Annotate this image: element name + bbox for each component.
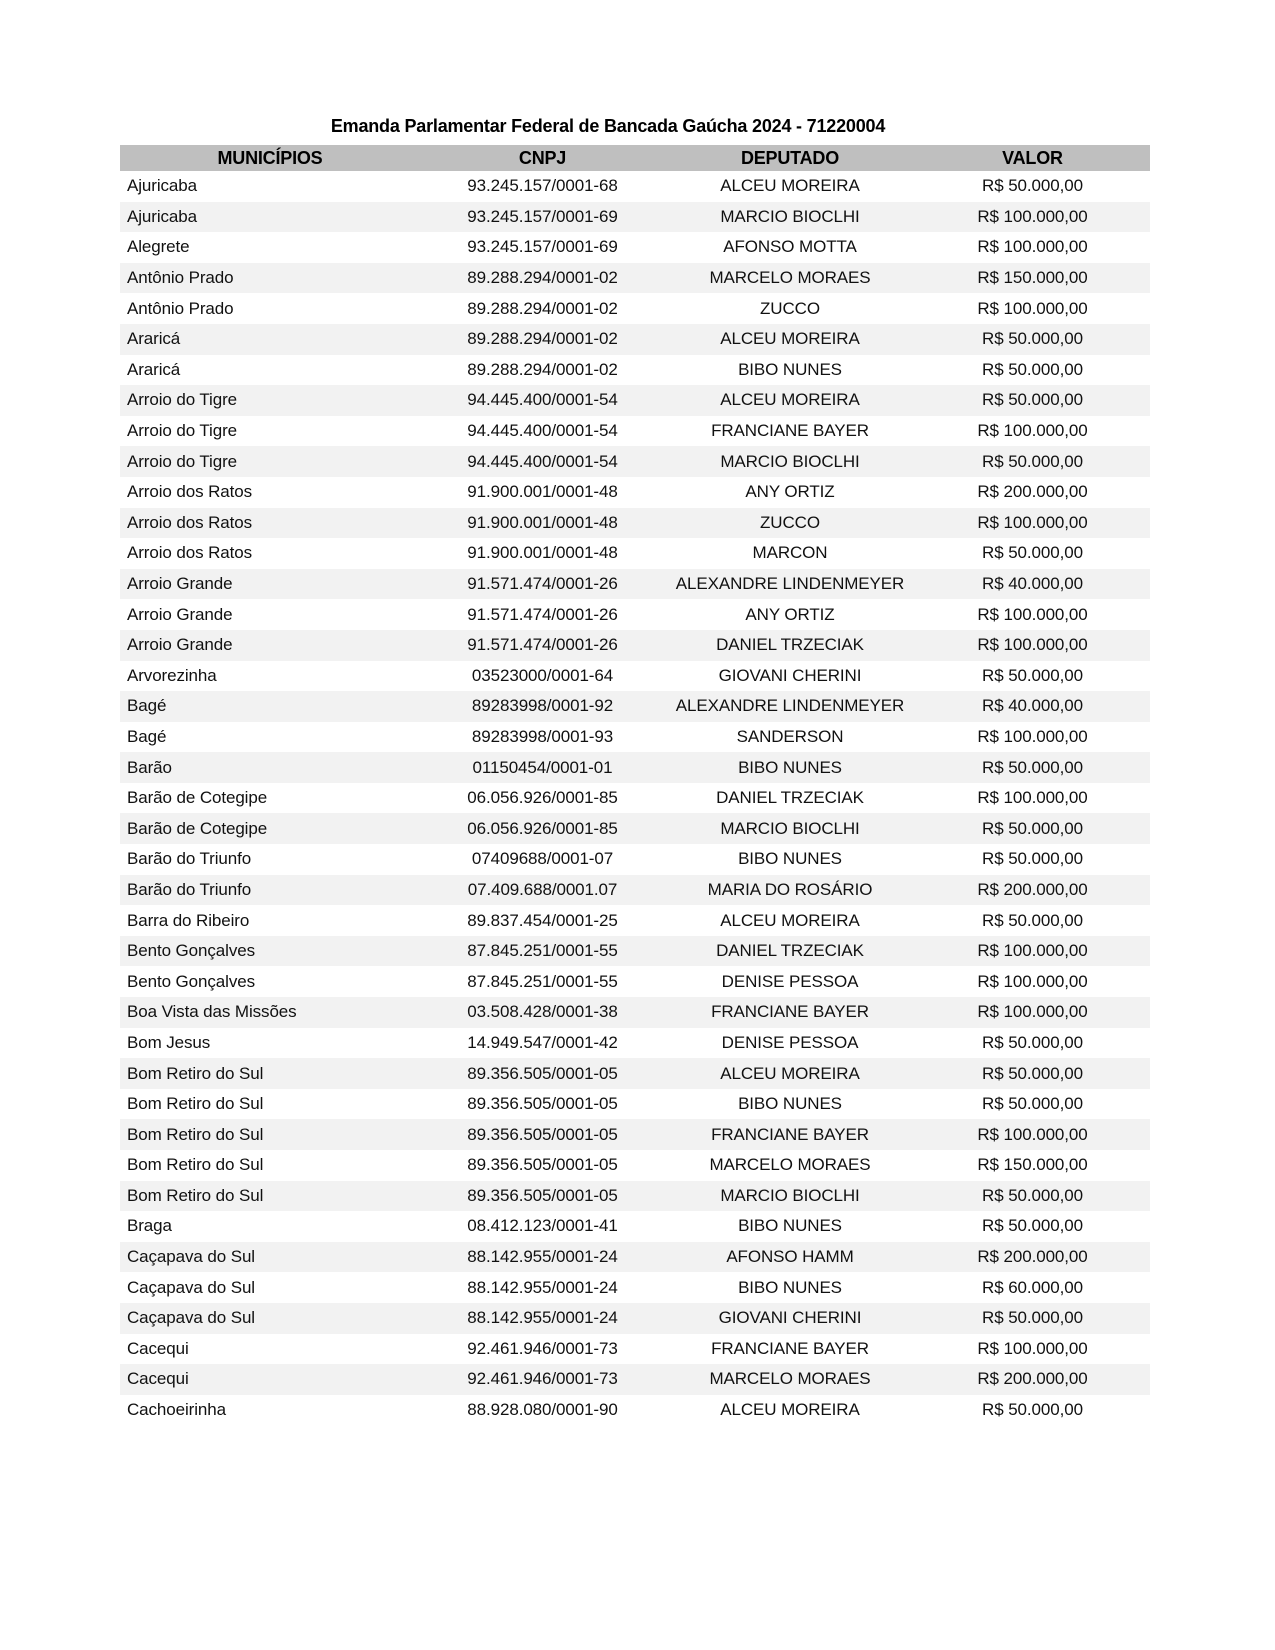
deputado-cell: MARIA DO ROSÁRIO	[707, 879, 873, 899]
deputado-cell: DENISE PESSOA	[721, 1032, 859, 1052]
table-row	[120, 722, 1150, 753]
deputado-cell: MARCIO BIOCLHI	[720, 1185, 860, 1205]
deputado-cell: ALCEU MOREIRA	[720, 1400, 860, 1420]
municipality-cell: Bento Gonçalves	[127, 971, 255, 991]
cnpj-cell: 89.356.505/0001-05	[467, 1094, 618, 1114]
municipality-cell: Bom Retiro do Sul	[127, 1155, 264, 1175]
municipality-cell: Araricá	[127, 329, 181, 349]
municipality-cell: Arroio dos Ratos	[127, 512, 253, 532]
municipality-cell: Arroio Grande	[127, 604, 233, 624]
cnpj-cell: 89.288.294/0001-02	[467, 298, 618, 318]
table-row	[120, 844, 1150, 875]
municipality-cell: Arroio do Tigre	[127, 421, 237, 441]
table-row	[120, 1119, 1150, 1150]
deputado-cell: ALEXANDRE LINDENMEYER	[675, 574, 905, 594]
valor-cell: R$ 50.000,00	[982, 1032, 1083, 1052]
cnpj-cell: 91.571.474/0001-26	[467, 574, 618, 594]
valor-cell: R$ 50.000,00	[982, 329, 1083, 349]
table-row	[120, 1028, 1150, 1059]
cnpj-cell: 89.356.505/0001-05	[467, 1063, 618, 1083]
deputado-cell: ZUCCO	[760, 298, 820, 318]
valor-cell: R$ 200.000,00	[977, 482, 1088, 502]
table-row	[120, 1272, 1150, 1303]
table-row	[120, 171, 1150, 202]
municipality-cell: Bom Jesus	[127, 1032, 211, 1052]
deputado-cell: BIBO NUNES	[738, 757, 842, 777]
cnpj-cell: 06.056.926/0001-85	[467, 788, 618, 808]
deputado-cell: ALCEU MOREIRA	[720, 176, 860, 196]
valor-cell: R$ 50.000,00	[982, 1094, 1083, 1114]
cnpj-cell: 87.845.251/0001-55	[467, 971, 618, 991]
municipality-cell: Bagé	[127, 696, 167, 716]
table-row	[120, 752, 1150, 783]
deputado-cell: MARCIO BIOCLHI	[720, 818, 860, 838]
valor-cell: R$ 200.000,00	[977, 1247, 1088, 1267]
table-row	[120, 1150, 1150, 1181]
municipality-cell: Arvorezinha	[127, 665, 217, 685]
cnpj-cell: 92.461.946/0001-73	[467, 1369, 618, 1389]
deputado-cell: MARCIO BIOCLHI	[720, 206, 860, 226]
table-row	[120, 783, 1150, 814]
deputado-cell: MARCON	[752, 543, 828, 563]
deputado-cell: FRANCIANE BAYER	[711, 1124, 869, 1144]
valor-cell: R$ 100.000,00	[977, 237, 1088, 257]
table-row	[120, 1242, 1150, 1273]
cnpj-cell: 06.056.926/0001-85	[467, 818, 618, 838]
municipality-cell: Caçapava do Sul	[127, 1247, 255, 1267]
valor-cell: R$ 100.000,00	[977, 726, 1088, 746]
table-row	[120, 1058, 1150, 1089]
municipality-cell: Bom Retiro do Sul	[127, 1185, 264, 1205]
valor-cell: R$ 150.000,00	[977, 1155, 1088, 1175]
header-deputado: DEPUTADO	[665, 145, 915, 171]
municipality-cell: Barão	[127, 757, 172, 777]
deputado-cell: BIBO NUNES	[738, 1216, 842, 1236]
cnpj-cell: 89.288.294/0001-02	[467, 359, 618, 379]
table-row	[120, 1334, 1150, 1365]
table-row	[120, 446, 1150, 477]
cnpj-cell: 89.356.505/0001-05	[467, 1185, 618, 1205]
deputado-cell: FRANCIANE BAYER	[711, 1338, 869, 1358]
valor-cell: R$ 50.000,00	[982, 665, 1083, 685]
deputado-cell: ALEXANDRE LINDENMEYER	[675, 696, 905, 716]
valor-cell: R$ 100.000,00	[977, 1338, 1088, 1358]
table-row	[120, 202, 1150, 233]
deputado-cell: FRANCIANE BAYER	[711, 1002, 869, 1022]
valor-cell: R$ 50.000,00	[982, 390, 1083, 410]
valor-cell: R$ 100.000,00	[977, 298, 1088, 318]
cnpj-cell: 89.356.505/0001-05	[467, 1155, 618, 1175]
table-row	[120, 813, 1150, 844]
municipality-cell: Bento Gonçalves	[127, 941, 255, 961]
municipality-cell: Braga	[127, 1216, 172, 1236]
cnpj-cell: 88.928.080/0001-90	[467, 1400, 618, 1420]
deputado-cell: ALCEU MOREIRA	[720, 390, 860, 410]
header-municipios: MUNICÍPIOS	[120, 145, 420, 171]
valor-cell: R$ 100.000,00	[977, 941, 1088, 961]
valor-cell: R$ 50.000,00	[982, 359, 1083, 379]
valor-cell: R$ 100.000,00	[977, 206, 1088, 226]
table-row	[120, 1364, 1150, 1395]
data-table	[120, 145, 1150, 1425]
municipality-cell: Arroio Grande	[127, 635, 233, 655]
municipality-cell: Arroio dos Ratos	[127, 543, 253, 563]
municipality-cell: Arroio Grande	[127, 574, 233, 594]
cnpj-cell: 89283998/0001-92	[471, 696, 614, 716]
table-row	[120, 232, 1150, 263]
valor-cell: R$ 50.000,00	[982, 451, 1083, 471]
table-row	[120, 263, 1150, 294]
table-container	[120, 145, 1150, 1425]
municipality-cell: Barra do Ribeiro	[127, 910, 250, 930]
cnpj-cell: 89.288.294/0001-02	[467, 329, 618, 349]
municipality-cell: Arroio do Tigre	[127, 451, 237, 471]
deputado-cell: MARCIO BIOCLHI	[720, 451, 860, 471]
deputado-cell: AFONSO HAMM	[726, 1247, 854, 1267]
deputado-cell: BIBO NUNES	[738, 1277, 842, 1297]
cnpj-cell: 03.508.428/0001-38	[467, 1002, 618, 1022]
valor-cell: R$ 50.000,00	[982, 1185, 1083, 1205]
table-row	[120, 997, 1150, 1028]
deputado-cell: DANIEL TRZECIAK	[716, 788, 864, 808]
municipality-cell: Arroio dos Ratos	[127, 482, 253, 502]
cnpj-cell: 08.412.123/0001-41	[467, 1216, 618, 1236]
valor-cell: R$ 100.000,00	[977, 635, 1088, 655]
table-row	[120, 1181, 1150, 1212]
cnpj-cell: 14.949.547/0001-42	[467, 1032, 618, 1052]
cnpj-cell: 03523000/0001-64	[471, 665, 614, 685]
cnpj-cell: 91.900.001/0001-48	[467, 543, 618, 563]
table-row	[120, 630, 1150, 661]
cnpj-cell: 89283998/0001-93	[471, 726, 614, 746]
valor-cell: R$ 100.000,00	[977, 788, 1088, 808]
valor-cell: R$ 200.000,00	[977, 1369, 1088, 1389]
valor-cell: R$ 50.000,00	[982, 1400, 1083, 1420]
municipality-cell: Barão do Triunfo	[127, 879, 252, 899]
municipality-cell: Antônio Prado	[127, 298, 234, 318]
municipality-cell: Araricá	[127, 359, 181, 379]
deputado-cell: ALCEU MOREIRA	[720, 329, 860, 349]
valor-cell: R$ 40.000,00	[982, 696, 1083, 716]
deputado-cell: BIBO NUNES	[738, 1094, 842, 1114]
cnpj-cell: 88.142.955/0001-24	[467, 1247, 618, 1267]
municipality-cell: Caçapava do Sul	[127, 1277, 255, 1297]
municipality-cell: Antônio Prado	[127, 268, 234, 288]
deputado-cell: GIOVANI CHERINI	[718, 665, 862, 685]
deputado-cell: BIBO NUNES	[738, 359, 842, 379]
table-row	[120, 1303, 1150, 1334]
valor-cell: R$ 100.000,00	[977, 1124, 1088, 1144]
valor-cell: R$ 100.000,00	[977, 512, 1088, 532]
municipality-cell: Ajuricaba	[127, 206, 197, 226]
table-row	[120, 936, 1150, 967]
table-body	[120, 171, 1150, 1425]
cnpj-cell: 93.245.157/0001-69	[467, 237, 618, 257]
table-row	[120, 1211, 1150, 1242]
valor-cell: R$ 40.000,00	[982, 574, 1083, 594]
table-row	[120, 691, 1150, 722]
table-row	[120, 355, 1150, 386]
municipality-cell: Caçapava do Sul	[127, 1308, 255, 1328]
cnpj-cell: 89.288.294/0001-02	[467, 268, 618, 288]
table-row	[120, 416, 1150, 447]
deputado-cell: DANIEL TRZECIAK	[716, 941, 864, 961]
valor-cell: R$ 60.000,00	[982, 1277, 1083, 1297]
cnpj-cell: 93.245.157/0001-69	[467, 206, 618, 226]
deputado-cell: ALCEU MOREIRA	[720, 1063, 860, 1083]
cnpj-cell: 89.356.505/0001-05	[467, 1124, 618, 1144]
valor-cell: R$ 100.000,00	[977, 604, 1088, 624]
municipality-cell: Bom Retiro do Sul	[127, 1063, 264, 1083]
valor-cell: R$ 50.000,00	[982, 1216, 1083, 1236]
valor-cell: R$ 50.000,00	[982, 849, 1083, 869]
valor-cell: R$ 100.000,00	[977, 421, 1088, 441]
header-cnpj: CNPJ	[420, 145, 665, 171]
table-row	[120, 875, 1150, 906]
table-row	[120, 1395, 1150, 1426]
deputado-cell: MARCELO MORAES	[709, 1155, 871, 1175]
cnpj-cell: 91.900.001/0001-48	[467, 512, 618, 532]
cnpj-cell: 91.571.474/0001-26	[467, 635, 618, 655]
deputado-cell: BIBO NUNES	[738, 849, 842, 869]
deputado-cell: MARCELO MORAES	[709, 268, 871, 288]
municipality-cell: Bom Retiro do Sul	[127, 1094, 264, 1114]
table-row	[120, 569, 1150, 600]
municipality-cell: Bagé	[127, 726, 167, 746]
cnpj-cell: 88.142.955/0001-24	[467, 1277, 618, 1297]
cnpj-cell: 89.837.454/0001-25	[467, 910, 618, 930]
valor-cell: R$ 50.000,00	[982, 757, 1083, 777]
cnpj-cell: 91.571.474/0001-26	[467, 604, 618, 624]
table-row	[120, 1089, 1150, 1120]
cnpj-cell: 01150454/0001-01	[472, 757, 613, 777]
municipality-cell: Ajuricaba	[127, 176, 197, 196]
deputado-cell: DENISE PESSOA	[721, 971, 859, 991]
valor-cell: R$ 50.000,00	[982, 1063, 1083, 1083]
municipality-cell: Cacequi	[127, 1338, 189, 1358]
valor-cell: R$ 50.000,00	[982, 818, 1083, 838]
page-title: Emanda Parlamentar Federal de Bancada Gaúcha 2024 - 71220004	[330, 116, 886, 136]
header-valor: VALOR	[915, 145, 1150, 171]
deputado-cell: AFONSO MOTTA	[723, 237, 857, 257]
deputado-cell: DANIEL TRZECIAK	[716, 635, 864, 655]
table-row	[120, 966, 1150, 997]
valor-cell: R$ 100.000,00	[977, 971, 1088, 991]
cnpj-cell: 94.445.400/0001-54	[467, 451, 618, 471]
table-row	[120, 508, 1150, 539]
municipality-cell: Barão de Cotegipe	[127, 788, 268, 808]
header-row	[120, 145, 1150, 171]
valor-cell: R$ 50.000,00	[982, 910, 1083, 930]
cnpj-cell: 87.845.251/0001-55	[467, 941, 618, 961]
cnpj-cell: 94.445.400/0001-54	[467, 421, 618, 441]
municipality-cell: Barão do Triunfo	[127, 849, 252, 869]
table-row	[120, 905, 1150, 936]
table-row	[120, 385, 1150, 416]
municipality-cell: Cacequi	[127, 1369, 189, 1389]
table-row	[120, 477, 1150, 508]
deputado-cell: MARCELO MORAES	[709, 1369, 871, 1389]
table-row	[120, 293, 1150, 324]
deputado-cell: GIOVANI CHERINI	[718, 1308, 862, 1328]
table-row	[120, 324, 1150, 355]
deputado-cell: FRANCIANE BAYER	[711, 421, 869, 441]
municipality-cell: Cachoeirinha	[127, 1400, 226, 1420]
table-row	[120, 538, 1150, 569]
municipality-cell: Alegrete	[127, 237, 190, 257]
valor-cell: R$ 200.000,00	[977, 879, 1088, 899]
cnpj-cell: 93.245.157/0001-68	[467, 176, 618, 196]
municipality-cell: Barão de Cotegipe	[127, 818, 268, 838]
table-row	[120, 661, 1150, 692]
municipality-cell: Bom Retiro do Sul	[127, 1124, 264, 1144]
valor-cell: R$ 100.000,00	[977, 1002, 1088, 1022]
municipality-cell: Arroio do Tigre	[127, 390, 237, 410]
table-row	[120, 599, 1150, 630]
cnpj-cell: 92.461.946/0001-73	[467, 1338, 618, 1358]
cnpj-cell: 94.445.400/0001-54	[467, 390, 618, 410]
valor-cell: R$ 150.000,00	[977, 268, 1088, 288]
cnpj-cell: 88.142.955/0001-24	[467, 1308, 618, 1328]
valor-cell: R$ 50.000,00	[982, 176, 1083, 196]
deputado-cell: SANDERSON	[736, 726, 844, 746]
cnpj-cell: 91.900.001/0001-48	[467, 482, 618, 502]
deputado-cell: ANY ORTIZ	[745, 482, 835, 502]
deputado-cell: ALCEU MOREIRA	[720, 910, 860, 930]
valor-cell: R$ 50.000,00	[982, 543, 1083, 563]
deputado-cell: ANY ORTIZ	[745, 604, 835, 624]
deputado-cell: ZUCCO	[760, 512, 820, 532]
cnpj-cell: 07.409.688/0001.07	[467, 879, 618, 899]
cnpj-cell: 07409688/0001-07	[471, 849, 614, 869]
valor-cell: R$ 50.000,00	[982, 1308, 1083, 1328]
municipality-cell: Boa Vista das Missões	[127, 1002, 297, 1022]
